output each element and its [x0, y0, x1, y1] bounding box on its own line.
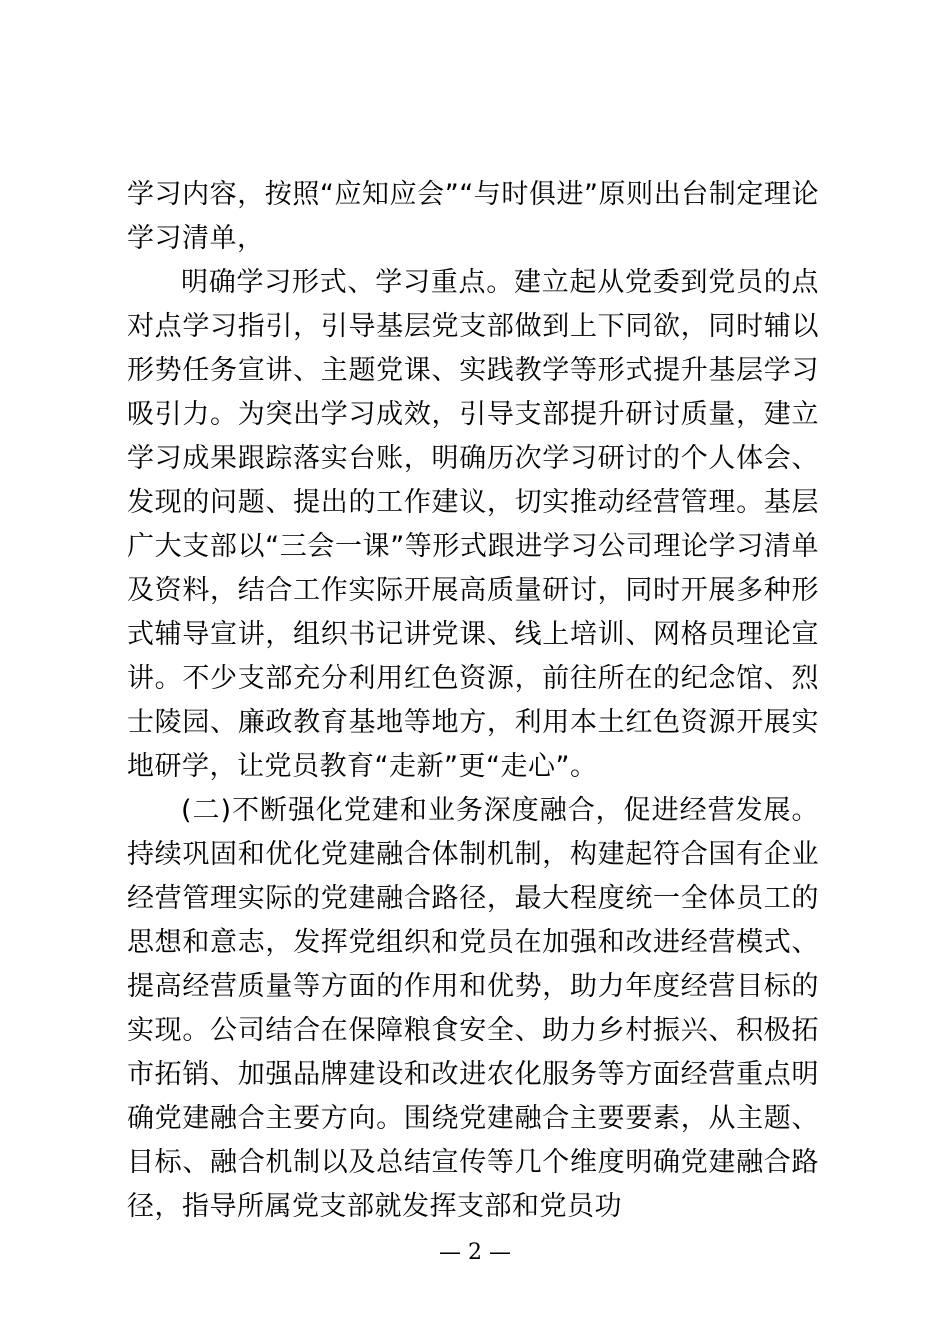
- document-body: [127, 173, 819, 1229]
- paragraph-continuation: 学习内容，按照“应知应会”“与时俱进”原则出台制定理论学习清单，: [127, 179, 819, 254]
- page-number: — 2 —: [439, 1240, 511, 1265]
- paragraph-study-format: 明确学习形式、学习重点。建立起从党委到党员的点对点学习指引，引导基层党支部做到上下同欲，同时辅以形势任务宣讲、主题党课、实践教学等形式提升基层学习吸引力。为突出学习成效，引导支部提升研讨质量，建立学习成果跟踪落实台账，明确历次学习研讨的个人体会、发现的问题、提出的工作建议，切实推动经营管理。基层广大支部以“三会一课”等形式跟进学习公司理论学习清单及资料，结合工作实际开展高质量研讨，同时开展多种形式辅导宣讲，组织书记讲党课、线上培训、网格员理论宣讲。不少支部充分利用红色资源，前往所在的纪念馆、烈士陵园、廉政教育基地等地方，利用本土红色资源开展实地研学，让党员教育“走新”更“走心”。: [127, 267, 819, 782]
- paragraph-party-business-integration: (二)不断强化党建和业务深度融合，促进经营发展。持续巩固和优化党建融合体制机制，构建起符合国有企业经营管理实际的党建融合路径，最大程度统一全体员工的思想和意志，发挥党组织和党员在加强和改进经营模式、提高经营质量等方面的作用和优势，助力年度经营目标的实现。公司结合在保障粮食安全、助力乡村振兴、积极拓市拓销、加强品牌建设和改进农化服务等方面经营重点明确党建融合主要方向。围绕党建融合主要要素，从主题、目标、融合机制以及总结宣传等几个维度明确党建融合路径，指导所属党支部就发挥支部和党员功: [127, 795, 819, 1222]
